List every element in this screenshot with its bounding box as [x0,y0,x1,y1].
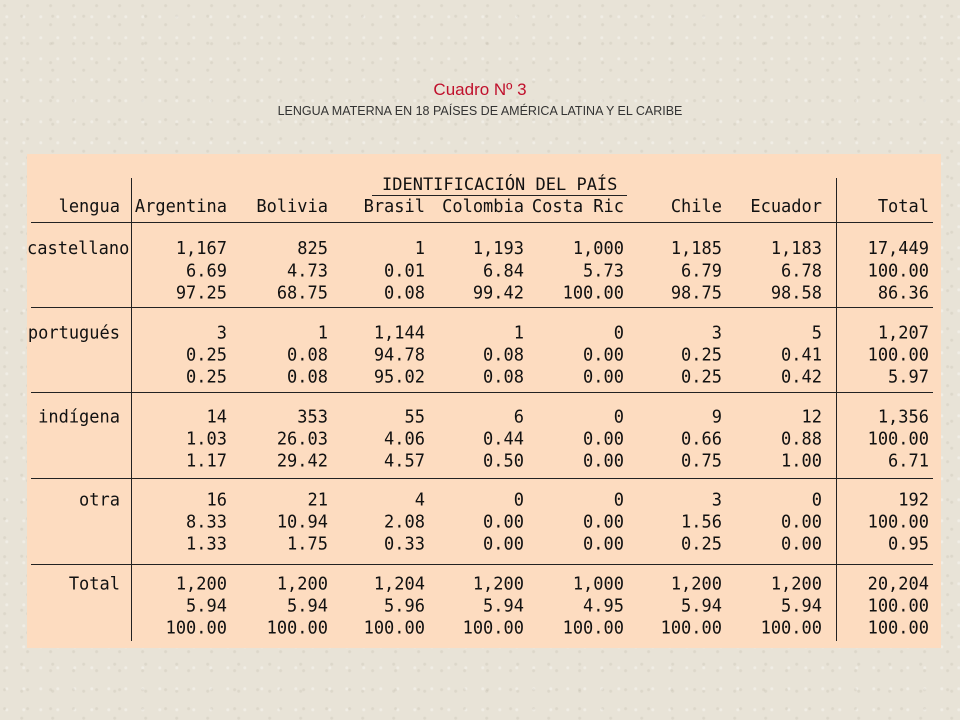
table-cell: 1 [414,238,425,260]
column-header: Argentina [134,196,227,218]
table-cell: 0.00 [483,511,524,533]
table-cell: 100.00 [462,617,524,639]
row-separator [31,564,933,565]
table-cell: 1,204 [373,573,425,595]
table-cell: 1,207 [877,322,929,344]
table-cell: 100.00 [867,260,929,282]
table-cell: 6 [513,406,524,428]
table-cell: 0.08 [483,366,524,388]
table-cell: 0.25 [681,344,722,366]
table-cell: 86.36 [877,282,929,304]
table-cell: 98.58 [770,282,822,304]
table-cell: 5.97 [888,366,929,388]
table-cell: 0.08 [287,344,328,366]
row-header-lengua: lengua [58,196,120,218]
table-cell: 1 [317,322,328,344]
table-cell: 1,185 [670,238,722,260]
table-cell: 0.08 [483,344,524,366]
table-cell: 5.73 [583,260,624,282]
column-header: Chile [670,196,722,218]
table-cell: 1,000 [572,238,624,260]
table-cell: 5.94 [186,595,227,617]
table-cell: 100.00 [867,344,929,366]
table-cell: 100.00 [867,511,929,533]
table-cell: 100.00 [867,617,929,639]
table-cell: 0.25 [681,533,722,555]
table-cell: 1.17 [186,450,227,472]
table-cell: 1,183 [770,238,822,260]
table-cell: 5.94 [483,595,524,617]
table-cell: 4.57 [384,450,425,472]
divider-label [131,178,132,641]
table-cell: 0.00 [781,533,822,555]
table-cell: 353 [297,406,328,428]
table-cell: 0.95 [888,533,929,555]
table-cell: 0.25 [186,344,227,366]
table-cell: 2.08 [384,511,425,533]
table-cell: 1 [513,322,524,344]
table-cell: 4.73 [287,260,328,282]
divider-total [836,178,837,641]
slide-subtitle: LENGUA MATERNA EN 18 PAÍSES DE AMÉRICA LATINA Y EL CARIBE [277,104,683,118]
table-cell: 1,200 [472,573,524,595]
column-header: Colombia [442,196,524,218]
table-cell: 5.94 [681,595,722,617]
table-cell: 8.33 [186,511,227,533]
table-cell: 0.33 [384,533,425,555]
table-cell: 94.78 [373,344,425,366]
column-header: Total [877,196,929,218]
table-cell: 0.08 [287,366,328,388]
table-cell: 0.00 [583,533,624,555]
table-cell: 1.00 [781,450,822,472]
table-cell: 0.88 [781,428,822,450]
table-cell: 3 [216,322,227,344]
table-cell: 1,200 [175,573,227,595]
table-cell: 0 [613,489,624,511]
table-cell: 55 [404,406,425,428]
table-cell: 5.96 [384,595,425,617]
table-cell: 0 [613,406,624,428]
row-label: indígena [38,406,120,428]
table-cell: 4 [414,489,425,511]
table-cell: 0.75 [681,450,722,472]
table-cell: 0.00 [483,533,524,555]
table-cell: 1,193 [472,238,524,260]
table-cell: 20,204 [867,573,929,595]
column-header: Brasil [363,196,425,218]
row-separator [31,307,933,308]
table-cell: 1,356 [877,406,929,428]
table-cell: 192 [898,489,929,511]
table-cell: 5.94 [781,595,822,617]
slide-title: Cuadro Nº 3 [433,80,527,99]
table-cell: 95.02 [373,366,425,388]
table-cell: 100.00 [660,617,722,639]
table-cell: 3 [711,489,722,511]
table-cell: 1,200 [670,573,722,595]
table-cell: 6.78 [781,260,822,282]
crosstab-table [27,154,941,648]
table-cell: 16 [206,489,227,511]
table-cell: 4.06 [384,428,425,450]
table-cell: 5 [811,322,822,344]
table-cell: 0.00 [583,450,624,472]
row-label: Total [68,573,120,595]
table-cell: 1.56 [681,511,722,533]
table-cell: 1,144 [373,322,425,344]
table-cell: 6.84 [483,260,524,282]
table-cell: 0 [811,489,822,511]
row-separator [31,478,933,479]
table-cell: 0.00 [583,511,624,533]
table-cell: 0.66 [681,428,722,450]
column-header: Costa Ric [531,196,624,218]
table-cell: 97.25 [175,282,227,304]
table-cell: 100.00 [867,428,929,450]
table-cell: 10.94 [276,511,328,533]
table-cell: 0.00 [583,428,624,450]
table-cell: 21 [307,489,328,511]
table-cell: 0.01 [384,260,425,282]
table-cell: 12 [801,406,822,428]
table-cell: 100.00 [363,617,425,639]
group-header: IDENTIFICACIÓN DEL PAÍS [382,175,618,195]
row-label: portugués [27,322,120,344]
table-cell: 100.00 [760,617,822,639]
table-cell: 100.00 [562,617,624,639]
row-label: otra [79,489,120,511]
table-cell: 1,167 [175,238,227,260]
table-cell: 0.00 [781,511,822,533]
table-cell: 17,449 [867,238,929,260]
table-cell: 100.00 [867,595,929,617]
table-cell: 9 [711,406,722,428]
table-cell: 0.50 [483,450,524,472]
table-cell: 99.42 [472,282,524,304]
table-cell: 0.25 [681,366,722,388]
table-cell: 14 [206,406,227,428]
table-cell: 0.00 [583,366,624,388]
table-cell: 0.44 [483,428,524,450]
column-header: Bolivia [256,196,328,218]
table-cell: 825 [297,238,328,260]
table-cell: 4.95 [583,595,624,617]
row-label: castellano [27,238,130,260]
table-cell: 0 [513,489,524,511]
table-cell: 100.00 [562,282,624,304]
table-cell: 26.03 [276,428,328,450]
table-cell: 0.42 [781,366,822,388]
table-cell: 0.00 [583,344,624,366]
table-cell: 1,000 [572,573,624,595]
row-separator [31,222,933,223]
table-cell: 6.71 [888,450,929,472]
table-cell: 1,200 [770,573,822,595]
table-cell: 100.00 [266,617,328,639]
table-cell: 6.79 [681,260,722,282]
table-cell: 1,200 [276,573,328,595]
table-cell: 0 [613,322,624,344]
table-cell: 98.75 [670,282,722,304]
table-cell: 1.33 [186,533,227,555]
table-cell: 100.00 [165,617,227,639]
table-cell: 68.75 [276,282,328,304]
table-cell: 1.03 [186,428,227,450]
table-cell: 6.69 [186,260,227,282]
table-cell: 0.25 [186,366,227,388]
table-cell: 29.42 [276,450,328,472]
table-cell: 5.94 [287,595,328,617]
row-separator [31,392,933,393]
table-cell: 0.08 [384,282,425,304]
table-cell: 3 [711,322,722,344]
table-cell: 1.75 [287,533,328,555]
table-cell: 0.41 [781,344,822,366]
column-header: Ecuador [750,196,822,218]
